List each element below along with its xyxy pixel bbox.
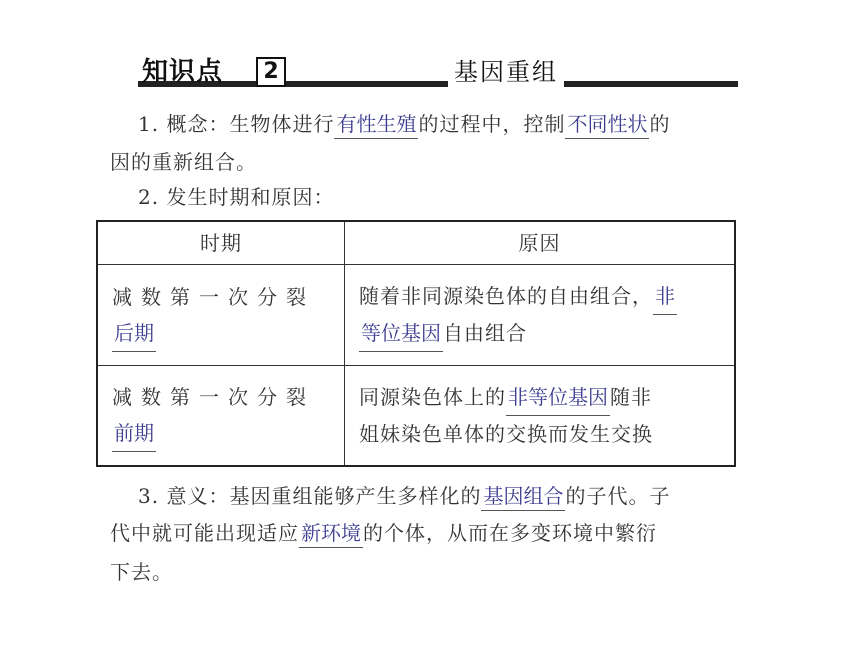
period-cell <box>97 265 345 366</box>
blank-gene-combination: 基因组合 <box>481 482 565 511</box>
table-row <box>97 265 735 366</box>
period-text: 减数第一次分裂 <box>112 385 315 410</box>
significance-prefix: 3. 意义：基因重组能够产生多样化的 <box>138 484 482 508</box>
concept-line-2 <box>110 148 257 176</box>
blank-non-allelic-b: 等位基因 <box>359 315 443 352</box>
significance-line-1 <box>138 482 670 511</box>
header-reason: 原因 <box>345 221 736 265</box>
reason-after: 自由组合 <box>443 321 527 346</box>
header-period: 时期 <box>97 221 345 265</box>
blank-non-allelic-genes: 非等位基因 <box>506 379 610 416</box>
blank-sexual-reproduction: 有性生殖 <box>334 110 418 139</box>
concept-line-2-text: 因的重新组合。 <box>110 150 257 174</box>
timing-reason-table <box>96 220 736 467</box>
section-label: 知识点 <box>142 57 224 87</box>
header-rule <box>138 81 738 87</box>
significance-line-3-text: 下去。 <box>110 560 173 584</box>
table-header-row <box>97 221 735 265</box>
reason-before: 同源染色体上的 <box>359 385 506 410</box>
reason-line-2: 姐妹染色单体的交换而发生交换 <box>359 422 653 447</box>
table-row <box>97 366 735 466</box>
period-cell <box>97 366 345 466</box>
blank-prophase: 前期 <box>112 415 156 452</box>
timing-heading-text: 2. 发生时期和原因： <box>138 185 335 209</box>
blank-non-allelic-a: 非 <box>653 278 677 315</box>
section-number-badge: 2 <box>256 57 286 87</box>
concept-line-1 <box>138 110 670 139</box>
concept-middle: 的过程中，控制 <box>418 112 566 136</box>
timing-heading <box>138 183 334 211</box>
blank-different-traits: 不同性状 <box>565 110 649 139</box>
reason-cell <box>345 366 736 466</box>
section-header <box>138 57 738 89</box>
blank-anaphase: 后期 <box>112 315 156 352</box>
period-text: 减数第一次分裂 <box>112 284 315 309</box>
reason-cell <box>345 265 736 366</box>
significance-line-2-prefix: 代中就可能出现适应 <box>110 521 299 545</box>
reason-after: 随非 <box>610 385 652 410</box>
topic-title: 基因重组 <box>448 57 564 87</box>
concept-prefix: 1. 概念：生物体进行 <box>138 112 335 136</box>
concept-suffix: 的 <box>649 112 671 136</box>
reason-line-1: 随着非同源染色体的自由组合， <box>359 284 653 309</box>
significance-line-2 <box>110 519 657 548</box>
significance-line-2-suffix: 的个体，从而在多变环境中繁衍 <box>363 521 657 545</box>
significance-suffix: 的子代。子 <box>565 484 671 508</box>
significance-line-3 <box>110 558 173 586</box>
blank-new-environment: 新环境 <box>299 519 363 548</box>
